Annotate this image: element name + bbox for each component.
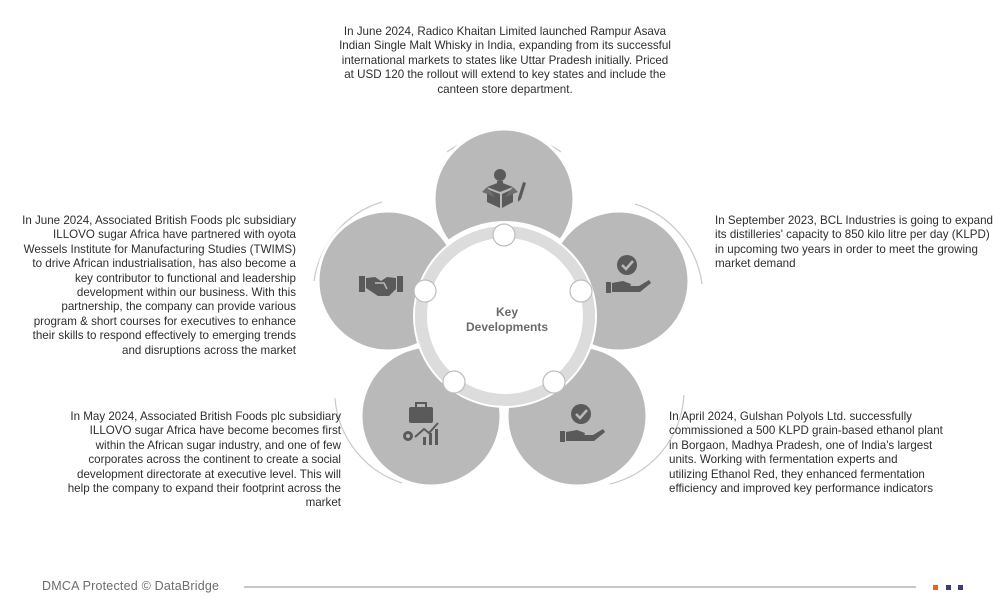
- dot-top: [493, 224, 515, 246]
- footer-square-orange: [933, 585, 938, 590]
- footer-divider: [244, 586, 916, 588]
- footer-square-navy-1: [946, 585, 951, 590]
- center-title-line2: Developments: [465, 320, 549, 334]
- dot-bottom-left: [443, 371, 465, 393]
- footer-square-navy-2: [958, 585, 963, 590]
- dot-bottom-right: [543, 371, 565, 393]
- center-title-line1: Key: [495, 305, 519, 319]
- development-text-left: In June 2024, Associated British Foods plc subsidiary ILLOVO sugar Africa have partnered with oyota Wessels Institute for Manufacturing Studies (TWIMS) to drive African industrialisation, has also become a key contributor to functional and leadership development within our business. With this partnership, the company can provide various program & short courses for executives to enhance their skills to respond effectively to emerging trends and disruptions across the market: [22, 214, 296, 357]
- development-text-bottom-left: In May 2024, Associated British Foods plc subsidiary ILLOVO sugar Africa have become becomes first within the African sugar industry, and one of few corporates across the continent to create a social development directorate at executive level. This will help the company to expand their footprint across the market: [67, 410, 341, 510]
- dot-right: [570, 280, 592, 302]
- development-text-bottom-right: In April 2024, Gulshan Polyols Ltd. successfully commissioned a 500 KLPD grain-based ethanol plant in Borgaon, Madhya Pradesh, one of India's largest units. Working with fermentation experts and utilizing Ethanol Red, they enhanced fermentation efficiency and improved key performance indicators: [669, 410, 943, 496]
- development-text-right: In September 2023, BCL Industries is going to expand its distilleries' capacity to 850 kilo litre per day (KLPD) in upcoming two years in order to meet the growing market demand: [715, 214, 993, 271]
- development-text-top: In June 2024, Radico Khaitan Limited launched Rampur Asava Indian Single Malt Whisky in India, expanding from its successful international markets to states like Uttar Pradesh initially. Priced at USD 120 the rollout will extend to key states and include the canteen store department.: [339, 25, 671, 96]
- footer-copyright: DMCA Protected © DataBridge: [42, 579, 220, 593]
- dot-left: [414, 280, 436, 302]
